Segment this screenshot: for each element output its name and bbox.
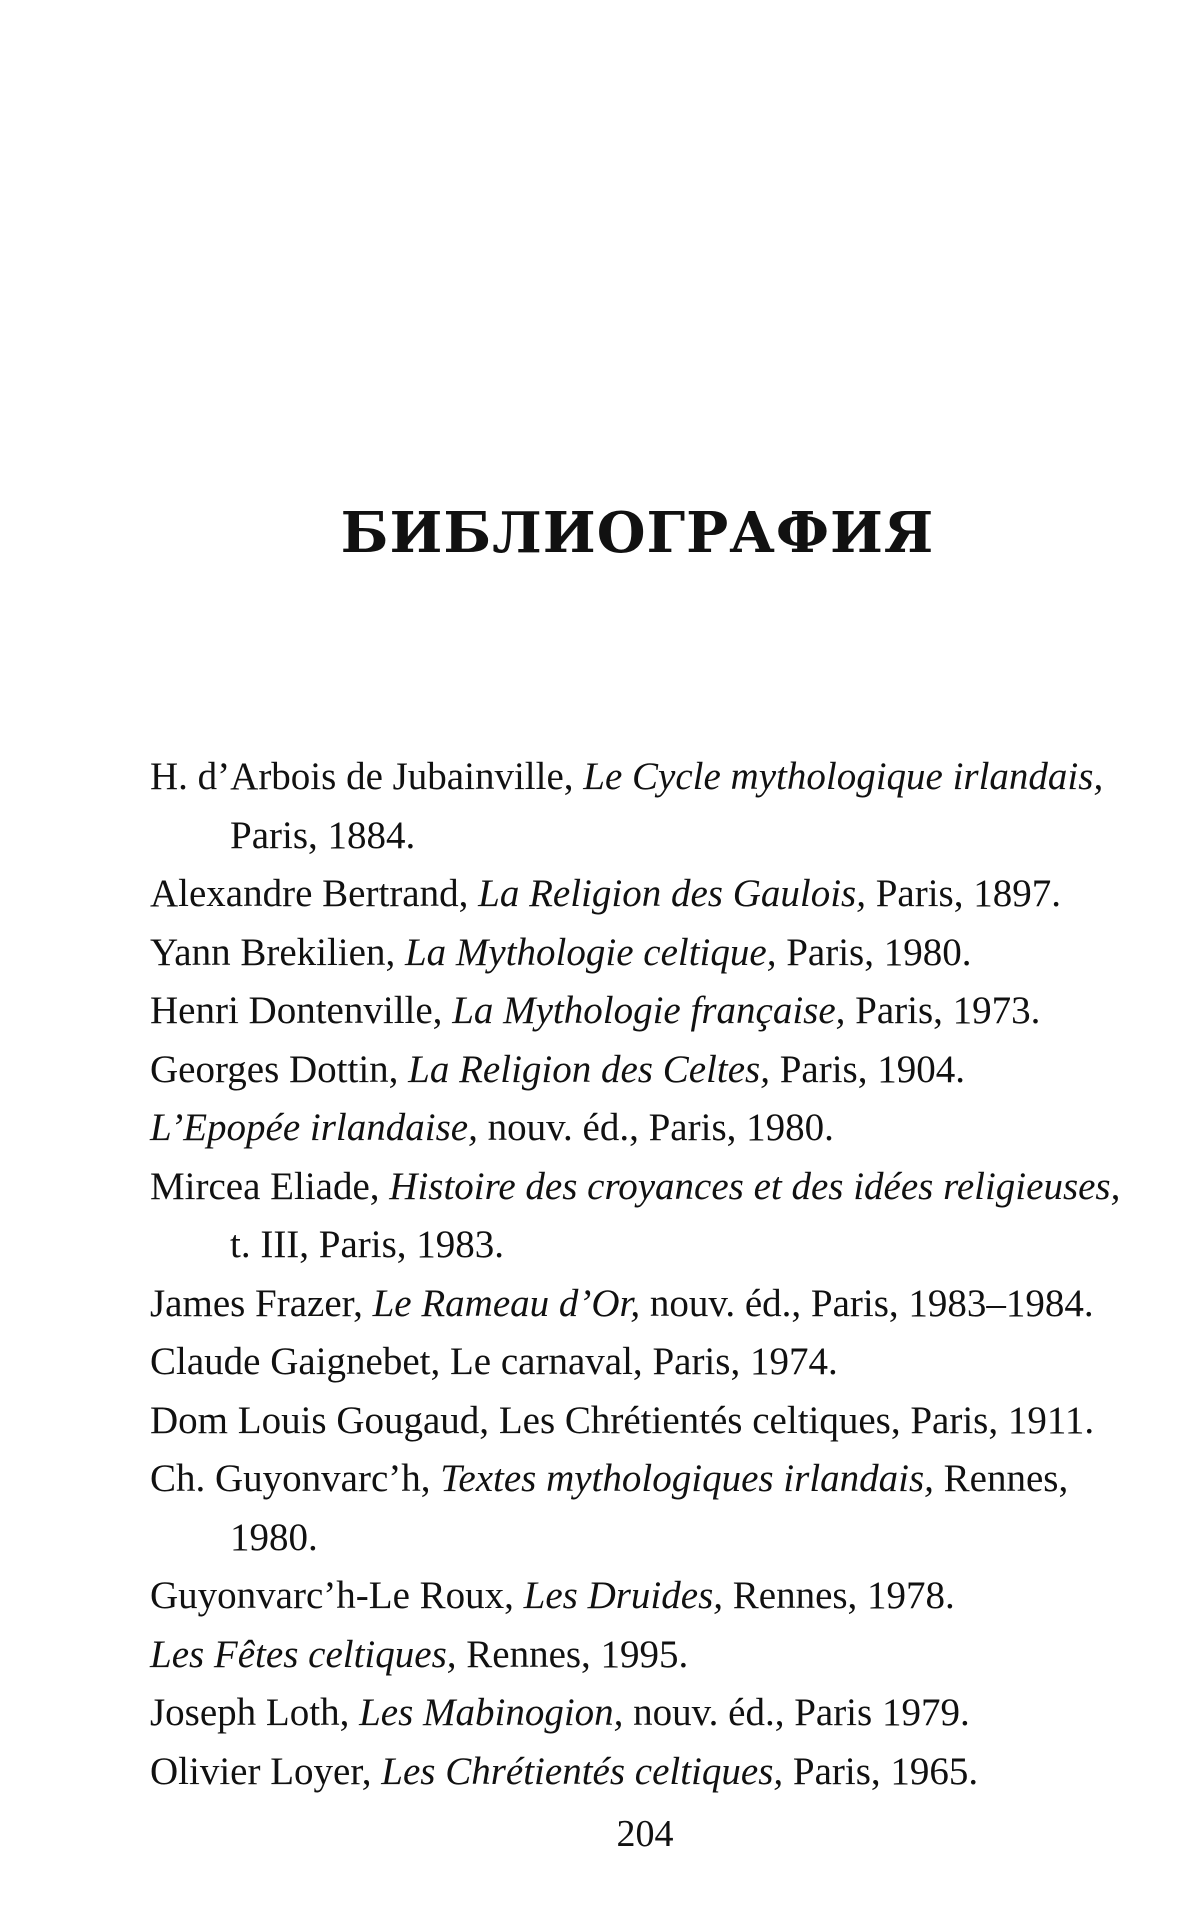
entry-author: Dom Louis Gougaud, — [150, 1398, 499, 1442]
entry-author: Claude Gaignebet, — [150, 1340, 450, 1383]
page-number: 204 — [616, 1813, 674, 1855]
entry-title: La Mythologie celtique, — [404, 930, 777, 974]
entry-title: L’Epopée irlandaise, — [150, 1106, 478, 1149]
bibliography-entry — [150, 1392, 1150, 1451]
bibliography-entry — [150, 1684, 1150, 1743]
entry-title: Les Fêtes celtiques, — [150, 1632, 457, 1676]
entry-title: Le Rameau d’Or, — [372, 1281, 641, 1325]
entry-publication: Rennes, 1995. — [456, 1632, 689, 1676]
entry-author: James Frazer, — [150, 1281, 373, 1325]
bibliography-entry — [150, 748, 1150, 865]
bibliography-entry — [150, 1041, 1150, 1100]
entry-publication: Paris, 1974. — [642, 1340, 838, 1383]
entry-title: Le Cycle mythologique irlandais, — [583, 755, 1104, 798]
entry-author: Yann Brekilien, — [150, 930, 405, 974]
bibliography-entry — [150, 1275, 1150, 1334]
entry-title: Le carnaval, — [449, 1340, 643, 1383]
entry-author: Joseph Loth, — [150, 1691, 360, 1734]
entry-author: Georges Dottin, — [150, 1047, 409, 1091]
entry-author: Olivier Loyer, — [150, 1749, 382, 1793]
entry-title: La Religion des Gaulois, — [478, 872, 866, 915]
entry-author: Alexandre Bertrand, — [150, 872, 479, 915]
entry-publication: t. III, Paris, 1983. — [230, 1223, 505, 1266]
entry-publication: Rennes, 1978. — [723, 1574, 955, 1617]
entry-publication: Paris, 1965. — [783, 1749, 979, 1793]
entry-author: Henri Dontenville, — [150, 989, 453, 1032]
bibliography-entry — [150, 1099, 1150, 1158]
entry-author: Ch. Guyonvarc’h, — [150, 1457, 441, 1500]
bibliography-entry — [150, 1333, 1150, 1392]
bibliography-list — [150, 748, 1150, 1801]
page-title: БИБЛИОГРАФИЯ — [340, 500, 935, 566]
entry-title: Les Chrétientés celtiques, — [498, 1398, 901, 1442]
entry-title: Histoire des croyances et des idées religieuses, — [389, 1164, 1121, 1208]
entry-publication: nouv. éd., Paris, 1980. — [477, 1106, 834, 1149]
bibliography-entry — [150, 924, 1150, 983]
entry-author: Guyonvarc’h-Le Roux, — [150, 1574, 524, 1617]
bibliography-entry — [150, 865, 1150, 924]
entry-publication: Paris, 1884. — [230, 813, 416, 857]
entry-author: Mircea Eliade, — [150, 1164, 390, 1208]
entry-publication: Paris, 1904. — [769, 1047, 965, 1091]
entry-publication: nouv. éd., Paris, 1983–1984. — [640, 1281, 1094, 1325]
entry-publication: Paris, 1980. — [776, 930, 972, 974]
entry-title: Les Chrétientés celtiques, — [381, 1749, 784, 1793]
bibliography-entry — [150, 1743, 1150, 1802]
entry-author: H. d’Arbois de Jubainville, — [150, 755, 584, 798]
bibliography-entry — [150, 982, 1150, 1041]
entry-title: La Religion des Celtes, — [408, 1047, 770, 1091]
entry-title: Les Mabinogion, — [359, 1691, 624, 1734]
entry-title: La Mythologie française, — [452, 989, 846, 1032]
bibliography-entry — [150, 1567, 1150, 1626]
entry-publication: Paris, 1911. — [900, 1398, 1095, 1442]
entry-publication: Rennes, 1980. — [230, 1457, 1069, 1559]
entry-title: Textes mythologiques irlandais, — [440, 1457, 934, 1500]
entry-publication: Paris, 1897. — [865, 872, 1061, 915]
entry-publication: Paris, 1973. — [845, 989, 1041, 1032]
entry-publication: nouv. éd., Paris 1979. — [623, 1691, 970, 1734]
bibliography-entry — [150, 1626, 1150, 1685]
bibliography-entry — [150, 1450, 1150, 1567]
bibliography-entry — [150, 1158, 1150, 1275]
entry-title: Les Druides, — [523, 1574, 723, 1617]
